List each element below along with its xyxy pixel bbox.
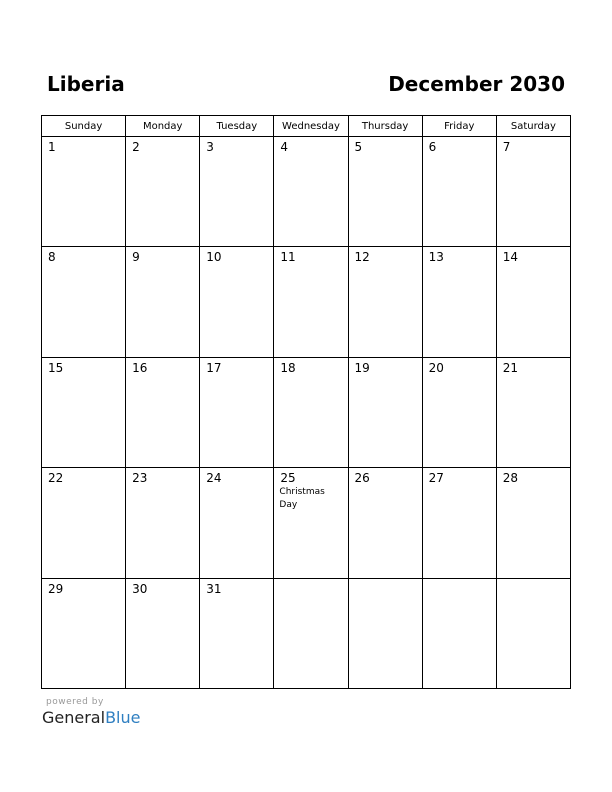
day-number: 27 xyxy=(428,471,444,486)
week-row xyxy=(42,357,571,467)
weekday-header-friday: Friday xyxy=(422,116,496,137)
weekday-header-thursday: Thursday xyxy=(348,116,422,137)
week-row xyxy=(42,247,571,357)
weekday-header-sunday: Sunday xyxy=(42,116,126,137)
day-cell xyxy=(42,357,126,467)
day-cell xyxy=(42,578,126,688)
day-cell xyxy=(126,578,200,688)
day-cell xyxy=(126,468,200,578)
day-cell xyxy=(200,468,274,578)
generalblue-logo[interactable] xyxy=(42,708,140,727)
week-row xyxy=(42,578,571,688)
day-number: 9 xyxy=(132,250,140,265)
day-number: 26 xyxy=(354,471,370,486)
empty-day-cell xyxy=(274,578,348,688)
day-cell xyxy=(422,357,496,467)
day-cell xyxy=(348,357,422,467)
day-cell xyxy=(200,137,274,247)
day-cell xyxy=(200,578,274,688)
day-cell xyxy=(496,247,570,357)
day-number: 15 xyxy=(48,360,64,375)
day-number: 25 xyxy=(280,471,296,486)
day-cell xyxy=(200,357,274,467)
empty-day-cell xyxy=(348,578,422,688)
day-number: 31 xyxy=(206,581,222,596)
day-cell xyxy=(42,468,126,578)
day-number: 6 xyxy=(428,140,437,154)
weekday-header-saturday: Saturday xyxy=(496,116,570,137)
day-cell xyxy=(422,247,496,357)
day-cell xyxy=(42,247,126,357)
powered-by-text: powered by xyxy=(46,697,104,707)
calendar-grid xyxy=(41,115,571,689)
day-cell xyxy=(274,137,348,247)
day-cell xyxy=(274,357,348,467)
day-number: 13 xyxy=(428,250,444,265)
day-cell xyxy=(42,137,126,247)
day-number: 19 xyxy=(354,360,370,375)
day-cell xyxy=(274,247,348,357)
day-number: 22 xyxy=(48,471,64,486)
day-number: 18 xyxy=(280,360,296,375)
day-number: 24 xyxy=(206,471,222,486)
weekday-header-tuesday: Tuesday xyxy=(200,116,274,137)
day-number: 8 xyxy=(48,250,56,265)
day-number: 10 xyxy=(206,250,222,265)
day-cell xyxy=(496,357,570,467)
day-number: 12 xyxy=(354,250,370,265)
day-number: 3 xyxy=(206,140,214,154)
day-number: 5 xyxy=(354,140,363,154)
day-cell xyxy=(126,357,200,467)
week-row xyxy=(42,137,571,247)
day-number: 30 xyxy=(132,581,148,596)
holiday-label: Christmas Day xyxy=(279,487,325,511)
day-cell xyxy=(200,247,274,357)
day-cell xyxy=(496,468,570,578)
day-number: 11 xyxy=(280,250,296,265)
day-number: 29 xyxy=(48,581,64,596)
day-cell xyxy=(348,247,422,357)
day-cell xyxy=(496,137,570,247)
week-row xyxy=(42,468,571,578)
day-cell xyxy=(348,468,422,578)
day-cell-holiday xyxy=(274,468,348,578)
country-title: Liberia xyxy=(47,72,125,96)
day-number: 14 xyxy=(502,250,519,265)
day-cell xyxy=(348,137,422,247)
day-cell xyxy=(422,137,496,247)
empty-day-cell xyxy=(422,578,496,688)
logo-text-general: General xyxy=(42,708,106,727)
weekday-header-wednesday: Wednesday xyxy=(274,116,348,137)
empty-day-cell xyxy=(496,578,570,688)
day-number: 2 xyxy=(132,140,140,154)
day-cell xyxy=(126,137,200,247)
day-number: 17 xyxy=(206,360,222,375)
day-number: 4 xyxy=(280,140,289,154)
day-cell xyxy=(126,247,200,357)
day-number: 23 xyxy=(132,471,148,486)
day-number: 16 xyxy=(132,360,148,375)
day-number: 7 xyxy=(502,140,511,154)
weekday-header-row xyxy=(42,116,571,137)
logo-text-blue: Blue xyxy=(105,708,141,727)
day-number: 21 xyxy=(502,360,519,375)
day-cell xyxy=(422,468,496,578)
weekday-header-monday: Monday xyxy=(126,116,200,137)
month-year-title: December 2030 xyxy=(388,72,565,96)
day-number: 20 xyxy=(428,360,444,375)
day-number: 1 xyxy=(48,140,56,154)
day-number: 28 xyxy=(502,471,519,486)
